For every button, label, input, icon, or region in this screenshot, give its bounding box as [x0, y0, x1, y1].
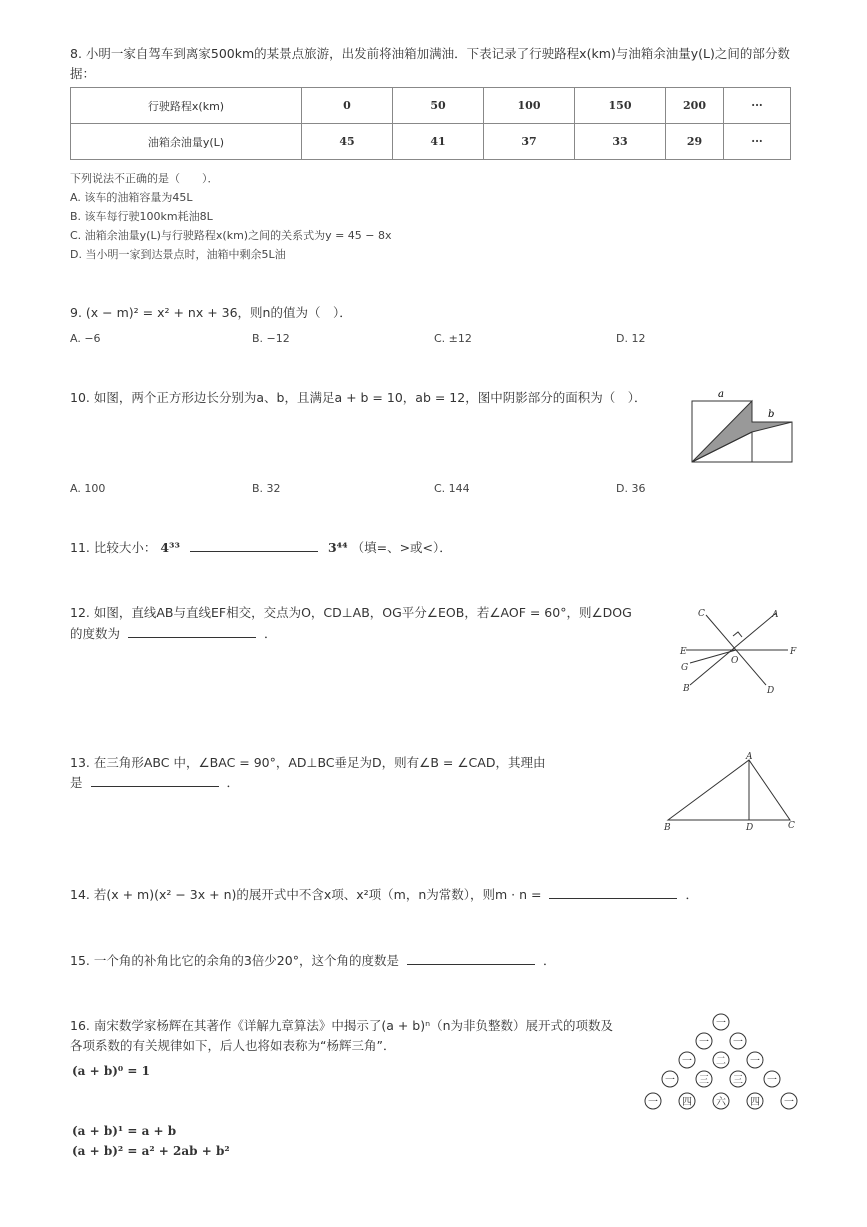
q10-option-a: A. 100 [70, 482, 106, 495]
q8-option-a: A. 该车的油箱容量为45L [70, 191, 193, 204]
triangle-abc [668, 760, 790, 820]
triangle-coefficient: 三 [699, 1075, 709, 1086]
table-cell: 33 [575, 124, 666, 160]
q12-line1: 12. 如图，直线AB与直线EF相交，交点为O，CD⊥AB，OG平分∠EOB，若∠AOF = 60°，则∠DOG [70, 605, 632, 620]
label-d: D [746, 823, 754, 833]
triangle-row-3 [662, 1071, 780, 1087]
table-cell: 150 [575, 88, 666, 124]
q14-text: 14. 若(x + m)(x² − 3x + n)的展开式中不含x项、x²项（m，n为常数），则m · n = [70, 887, 542, 902]
table-cell: 45 [302, 124, 393, 160]
table-cell: 0 [302, 88, 393, 124]
table-row [71, 124, 791, 160]
table-cell: 29 [666, 124, 724, 160]
q9-option-c: C. ±12 [434, 332, 472, 345]
label-c: C [698, 609, 705, 619]
q9-stem: 9. (x − m)² = x² + nx + 36，则n的值为（ ）． [70, 305, 352, 320]
q16-eq0: (a + b)⁰ = 1 [72, 1064, 150, 1078]
triangle-coefficient: 一 [767, 1075, 777, 1086]
ray-og [690, 650, 736, 663]
q14-answer-blank[interactable] [549, 887, 677, 899]
q9-option-d: D. 12 [616, 332, 646, 345]
q16-eq1: (a + b)¹ = a + b [72, 1124, 177, 1138]
q13-answer-blank[interactable] [91, 775, 219, 787]
q14-suffix: ． [685, 887, 698, 902]
q15-suffix: ． [542, 953, 556, 968]
q15-answer-blank[interactable] [407, 953, 535, 965]
table-cell: 200 [666, 88, 724, 124]
q8-stem: 下列说法不正确的是（ ）． [70, 172, 219, 185]
q8-line1: 8. 小明一家自驾车到离家500km的某景点旅游，出发前将油箱加满油．下表记录了行驶路程x(km)与油箱余油量y(L)之间的部分数 [70, 46, 790, 61]
triangle-coefficient: 三 [733, 1075, 743, 1086]
triangle-coefficient: 一 [699, 1037, 709, 1048]
label-b: B [683, 684, 690, 694]
label-f: F [790, 647, 797, 657]
table-row-label: 行驶路程x(km) [71, 88, 302, 124]
table-row [71, 88, 791, 124]
q11-prefix: 11. 比较大小： [70, 540, 157, 555]
label-o: O [731, 656, 739, 666]
label-a: A [746, 752, 753, 762]
q13-line2-suffix: ． [226, 775, 239, 790]
triangle-coefficient: 一 [648, 1097, 658, 1108]
triangle-coefficient: 一 [665, 1075, 675, 1086]
q11-left-expr: 4³³ [160, 540, 180, 555]
label-c: C [788, 821, 795, 831]
triangle-row-0 [713, 1014, 729, 1030]
q16-line1: 16. 南宋数学家杨辉在其著作《详解九章算法》中揭示了(a + b)ⁿ（n为非负整数）展开式的项数及 [70, 1018, 614, 1033]
triangle-coefficient: 一 [750, 1056, 760, 1067]
q12-lines-figure [676, 603, 801, 698]
table-cell: ··· [724, 88, 791, 124]
q8-data-table [70, 87, 791, 160]
q11-answer-blank[interactable] [190, 540, 318, 552]
q12-line2-prefix: 的度数为 [70, 626, 121, 641]
label-a: A [772, 610, 779, 620]
q11-suffix: （填=、>或<）． [351, 540, 452, 555]
q15-line [70, 951, 555, 969]
q16-yanghui-triangle [636, 1010, 804, 1114]
shaded-region [692, 401, 792, 462]
q16-eq2: (a + b)² = a² + 2ab + b² [72, 1144, 230, 1158]
triangle-coefficient: 一 [682, 1056, 692, 1067]
q15-text: 15. 一个角的补角比它的余角的3倍少20°，这个角的度数是 [70, 953, 399, 968]
q14-line [70, 885, 698, 903]
q12-line2 [70, 624, 277, 642]
right-angle-mark [733, 632, 742, 637]
label-e: E [680, 647, 687, 657]
q10-option-b: B. 32 [252, 482, 281, 495]
triangle-coefficient: 四 [750, 1097, 760, 1108]
triangle-coefficient: 一 [733, 1037, 743, 1048]
q12-answer-blank[interactable] [128, 626, 256, 638]
triangle-coefficient: 二 [716, 1056, 726, 1067]
table-cell: 37 [484, 124, 575, 160]
q12-line2-suffix: ． [263, 626, 277, 641]
table-cell: 100 [484, 88, 575, 124]
triangle-coefficient: 一 [784, 1097, 794, 1108]
q8-option-d: D. 当小明一家到达景点时，油箱中剩余5L油 [70, 248, 286, 261]
q13-triangle-figure [660, 750, 800, 835]
table-cell: ··· [724, 124, 791, 160]
label-d: D [767, 686, 775, 696]
triangle-coefficient: 六 [716, 1097, 726, 1108]
triangle-row-2 [679, 1052, 763, 1068]
q8-option-b: B. 该车每行驶100km耗油8L [70, 210, 213, 223]
label-b: B [664, 823, 671, 833]
table-cell: 50 [393, 88, 484, 124]
q10-option-d: D. 36 [616, 482, 646, 495]
q9-option-b: B. −12 [252, 332, 290, 345]
table-cell: 41 [393, 124, 484, 160]
q10-option-c: C. 144 [434, 482, 470, 495]
triangle-row-1 [696, 1033, 746, 1049]
label-b: b [768, 409, 775, 420]
q16-line2: 各项系数的有关规律如下，后人也将如表称为“杨辉三角”． [70, 1038, 396, 1053]
label-a: a [718, 389, 724, 400]
triangle-coefficient: 四 [682, 1097, 692, 1108]
triangle-coefficient: 一 [716, 1018, 726, 1029]
q13-line2-prefix: 是 [70, 775, 83, 790]
triangle-row-4 [645, 1093, 797, 1109]
line-ab [690, 613, 776, 685]
q11-line [70, 538, 452, 556]
table-row-label: 油箱余油量y(L) [71, 124, 302, 160]
q10-stem: 10. 如图，两个正方形边长分别为a、b，且满足a + b = 10，ab = 12，图中阴影部分的面积为（ ）． [70, 390, 647, 405]
label-g: G [681, 663, 689, 673]
q13-line1: 13. 在三角形ABC 中，∠BAC = 90°，AD⊥BC垂足为D，则有∠B = ∠CAD，其理由 [70, 755, 546, 770]
q10-squares-figure [688, 385, 798, 467]
q9-option-a: A. −6 [70, 332, 101, 345]
q11-right-expr: 3⁴⁴ [327, 540, 348, 555]
q13-line2 [70, 773, 239, 791]
q8-option-c: C. 油箱余油量y(L)与行驶路程x(km)之间的关系式为y = 45 − 8x [70, 229, 392, 242]
q8-line2: 据： [70, 66, 96, 81]
